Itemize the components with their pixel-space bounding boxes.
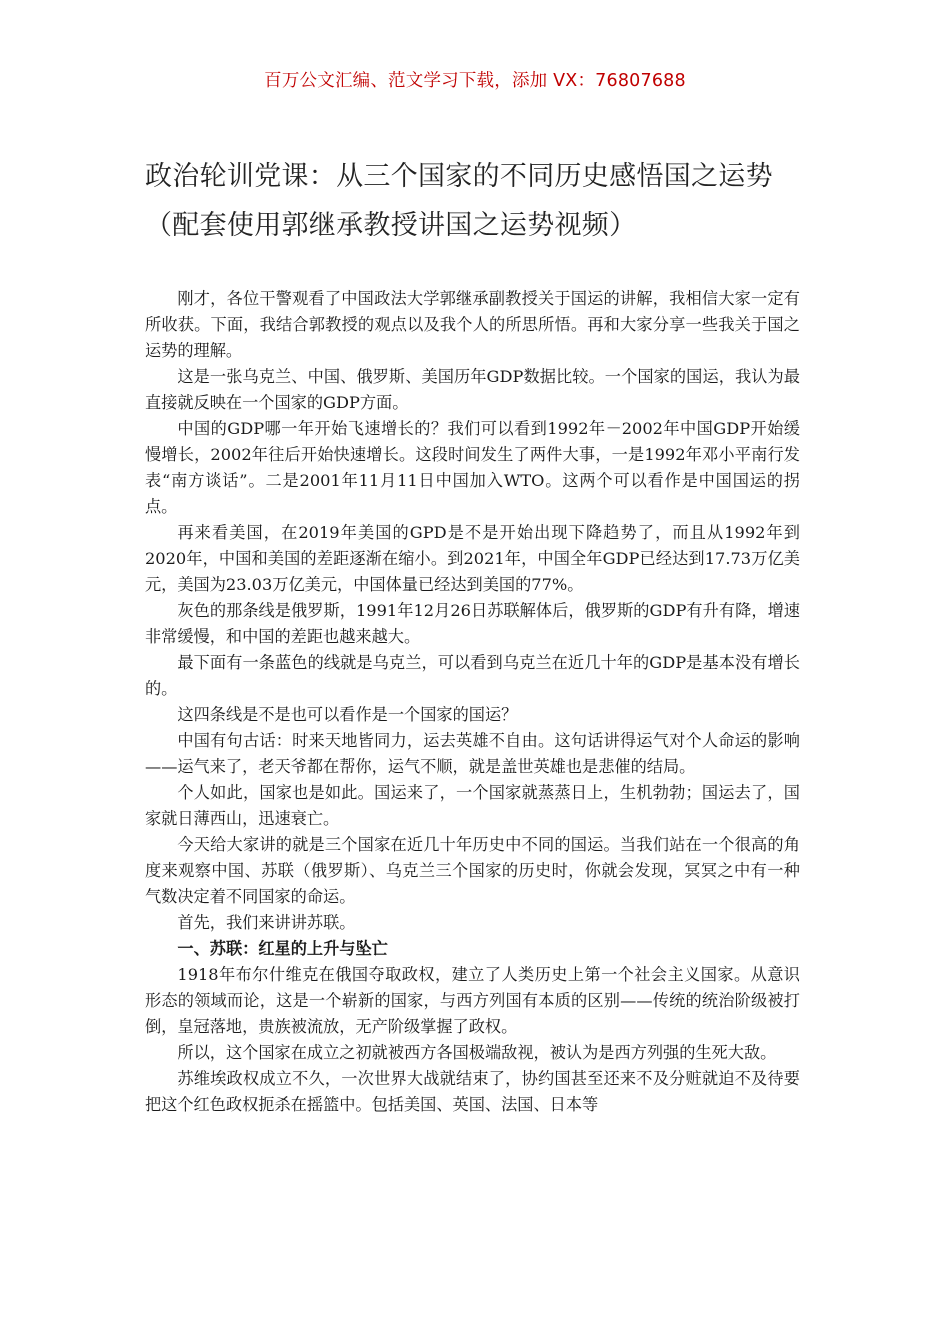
paragraph: 再来看美国，在2019年美国的GPD是不是开始出现下降趋势了，而且从1992年到2020年，中国和美国的差距逐渐在缩小。到2021年，中国全年GDP已经达到17.73万亿美元，美国为23.03万亿美元，中国体量已经达到美国的77%。 [145,523,800,594]
paragraph: 这是一张乌克兰、中国、俄罗斯、美国历年GDP数据比较。一个国家的国运，我认为最直接就反映在一个国家的GDP方面。 [145,367,800,412]
paragraph: 中国的GDP哪一年开始飞速增长的？我们可以看到1992年－2002年中国GDP开始缓慢增长，2002年往后开始快速增长。这段时间发生了两件大事，一是1992年邓小平南行发表“南方谈话”。二是2001年11月11日中国加入WTO。这两个可以看作是中国国运的拐点。 [145,419,800,516]
promo-banner: 百万公文汇编、范文学习下载，添加 VX：76807688 [264,71,686,91]
paragraph: 最下面有一条蓝色的线就是乌克兰，可以看到乌克兰在近几十年的GDP是基本没有增长的。 [145,653,800,698]
paragraph: 所以，这个国家在成立之初就被西方各国极端敌视，被认为是西方列强的生死大敌。 [177,1043,777,1062]
paragraph: 这四条线是不是也可以看作是一个国家的国运？ [177,705,518,724]
paragraph: 个人如此，国家也是如此。国运来了，一个国家就蒸蒸日上，生机勃勃；国运去了，国家就日薄西山，迅速衰亡。 [145,783,800,828]
section-heading: 一、苏联：红星的上升与坠亡 [177,939,388,958]
paragraph: 首先，我们来讲讲苏联。 [177,913,356,932]
paragraph: 刚才，各位干警观看了中国政法大学郭继承副教授关于国运的讲解，我相信大家一定有所收获。下面，我结合郭教授的观点以及我个人的所思所悟。再和大家分享一些我关于国之运势的理解。 [145,289,800,360]
document-title [145,152,825,250]
paragraph: 苏维埃政权成立不久，一次世界大战就结束了，协约国甚至还来不及分赃就迫不及待要把这个红色政权扼杀在摇篮中。包括美国、英国、法国、日本等 [145,1069,800,1114]
paragraph: 灰色的那条线是俄罗斯，1991年12月26日苏联解体后，俄罗斯的GDP有升有降，增速非常缓慢，和中国的差距也越来越大。 [145,601,800,646]
document-body [145,286,800,1118]
paragraph: 今天给大家讲的就是三个国家在近几十年历史中不同的国运。当我们站在一个很高的角度来观察中国、苏联（俄罗斯）、乌克兰三个国家的历史时，你就会发现，冥冥之中有一种气数决定着不同国家的命运。 [145,835,800,906]
paragraph: 1918年布尔什维克在俄国夺取政权，建立了人类历史上第一个社会主义国家。从意识形态的领域而论，这是一个崭新的国家，与西方列国有本质的区别——传统的统治阶级被打倒，皇冠落地，贵族被流放，无产阶级掌握了政权。 [145,965,800,1036]
paragraph: 中国有句古话：时来天地皆同力，运去英雄不自由。这句话讲得运气对个人命运的影响——运气来了，老天爷都在帮你，运气不顺，就是盖世英雄也是悲催的结局。 [145,731,800,776]
title-line-2: （配套使用郭继承教授讲国之运势视频） [145,210,637,241]
title-line-1: 政治轮训党课：从三个国家的不同历史感悟国之运势 [145,161,773,192]
